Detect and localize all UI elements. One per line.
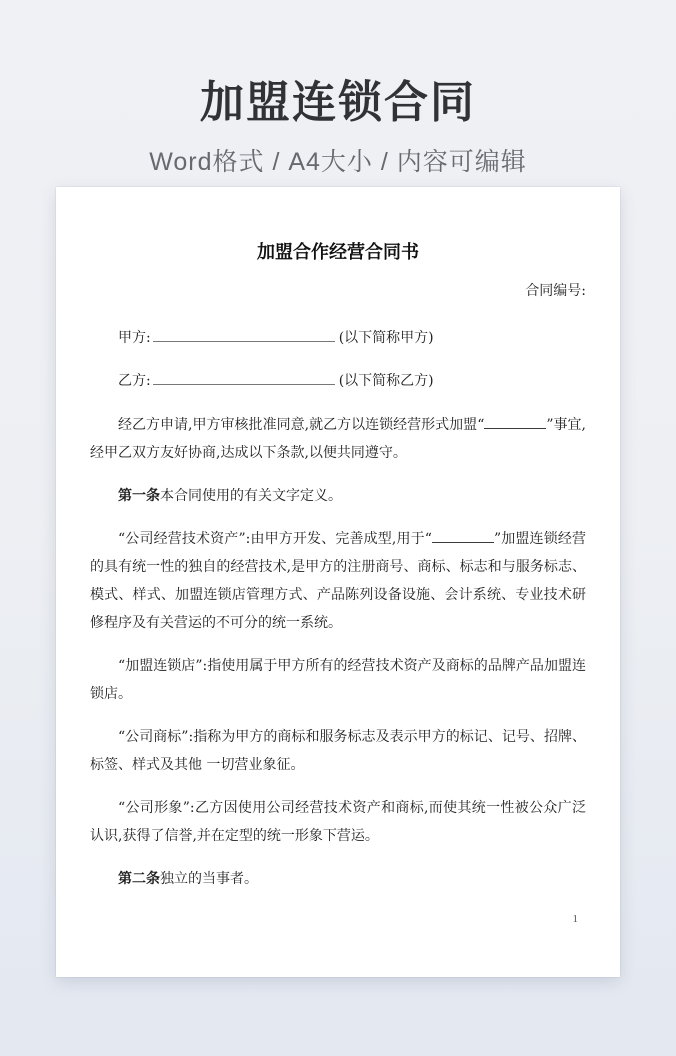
document-title: 加盟合作经营合同书 [257,242,419,263]
clause-2-text: 独立的当事者。 [160,871,258,887]
party-a-label: 甲方: [118,330,151,346]
party-b-suffix: (以下简称乙方) [338,373,434,389]
paragraph-def-franchise-store: “加盟连锁店”:指使用属于甲方所有的经营技术资产及商标的品牌产品加盟连锁店。 [90,658,586,702]
clause-2-heading [90,865,586,893]
paragraph-intro [90,411,586,467]
tech-assets-blank-line [432,529,494,543]
contract-number-label: 合同编号: [525,283,586,299]
clause-1-text: 本合同使用的有关文字定义。 [160,488,342,504]
party-b-blank-line [153,371,335,385]
paragraph-def-company-image: “公司形象”:乙方因使用公司经营技术资产和商标,而使其统一性被公众广泛认识,获得了信誉,并在定型的统一形象下营运。 [90,800,586,844]
page-title: 加盟连锁合同 [200,78,476,127]
intro-text-pre: 经乙方申请,甲方审核批准同意,就乙方以连锁经营形式加盟“ [118,417,485,433]
def-tech-assets-pre: “公司经营技术资产”:由甲方开发、完善成型,用于“ [118,531,432,547]
clause-1-number: 第一条 [118,488,160,504]
intro-text-post: ”事宜,经甲乙双方友好协商,达成以下条款,以便共同遵守。 [90,417,586,461]
party-a-blank-line [153,328,335,342]
intro-blank-line [484,415,546,429]
party-b-label: 乙方: [118,373,151,389]
paragraph-def-trademark: “公司商标”:指称为甲方的商标和服务标志及表示甲方的标记、记号、招牌、标签、样式及其他 一切营业象征。 [90,729,586,773]
page-subtitle: Word格式 / A4大小 / 内容可编辑 [149,148,527,176]
document-preview [56,187,620,977]
page-number: 1 [572,913,578,925]
hero-header [0,0,676,178]
clause-1-heading [90,482,586,510]
party-a-line [90,328,586,348]
clause-2-number: 第二条 [118,871,160,887]
party-a-suffix: (以下简称甲方) [338,330,434,346]
party-b-line [90,371,586,391]
paragraph-def-tech-assets [90,525,586,637]
def-tech-assets-post: ”加盟连锁经营的具有统一性的独自的经营技术,是甲方的注册商号、商标、标志和与服务标志、模式、样式、加盟连锁店管理方式、产品陈列设备设施、会计系统、专业技术研修程序及有关营运的不可分的统一系统。 [90,531,586,631]
